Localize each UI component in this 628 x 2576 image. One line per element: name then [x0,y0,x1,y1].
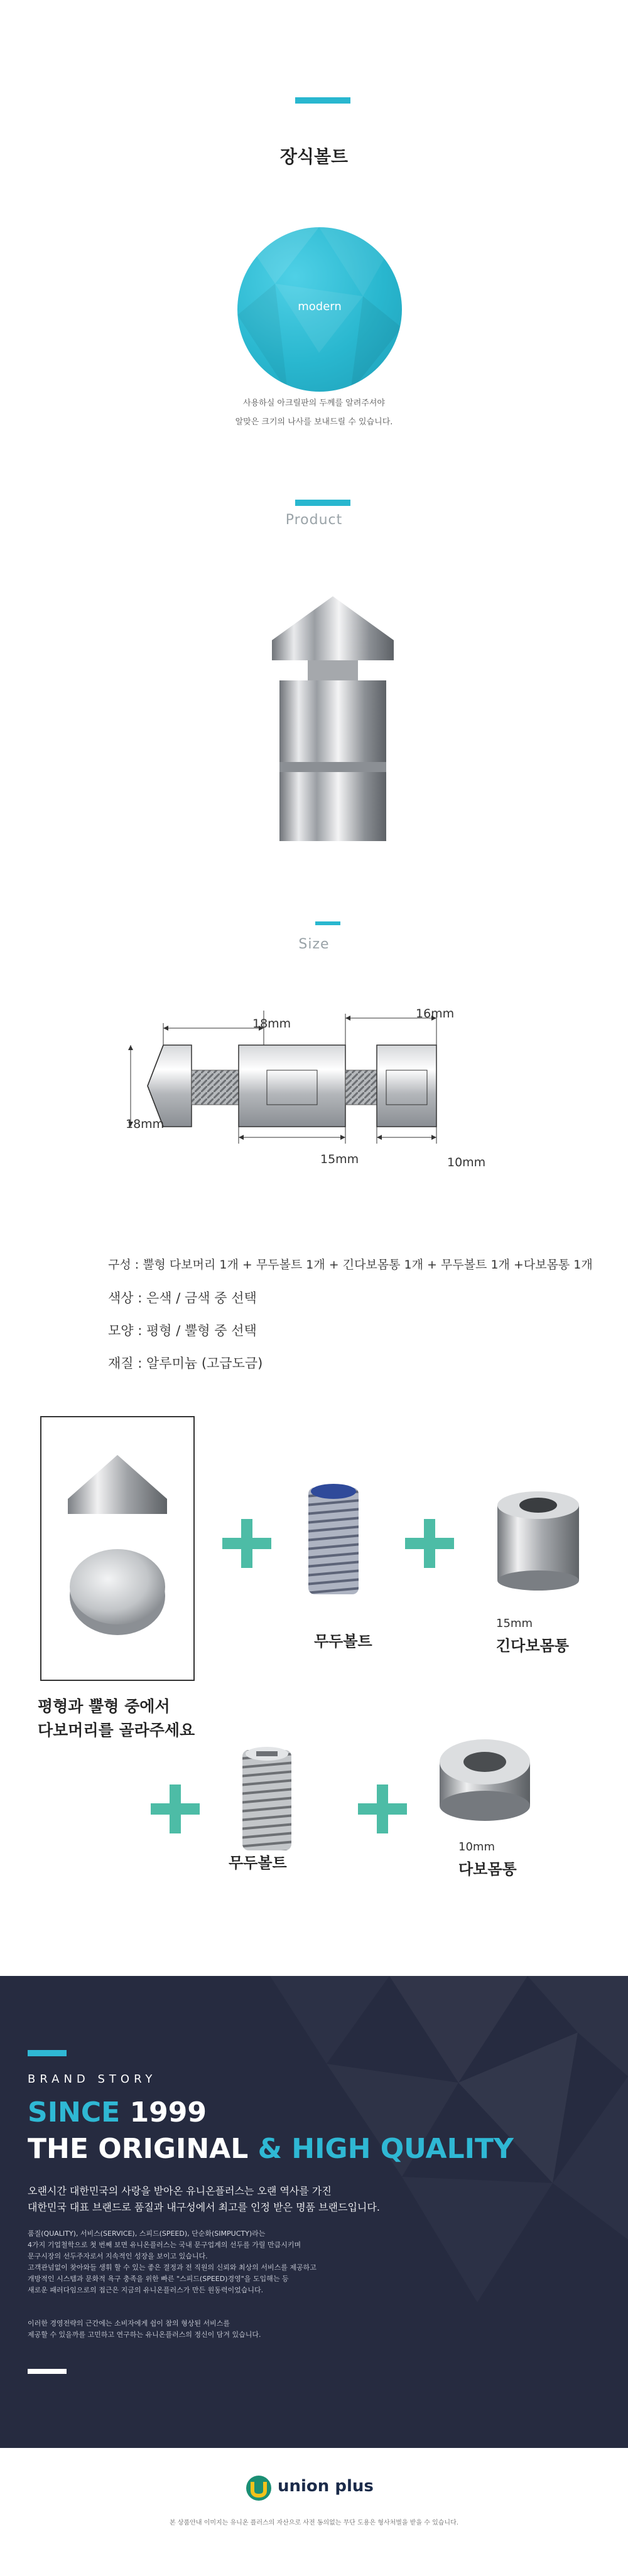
brand-accent-bar [28,2050,67,2056]
spec-color: 색상 : 은색 / 금색 중 선택 [108,1291,257,1306]
brand-headline-accent: & HIGH QUALITY [257,2133,514,2165]
head-caption-line-2: 다보머리를 골라주세요 [38,1721,195,1739]
size-diagram [107,979,534,1224]
bolt-1-label: 무두볼트 [314,1633,372,1650]
body-label: 다보몸통 [458,1860,517,1878]
long-body-image [491,1488,585,1594]
brand-since-year: 1999 [129,2096,207,2128]
brand-body-1-line-6: 새로운 패러다임으로의 접근은 지금의 유니온플러스가 만든 원동력이었습니다. [28,2286,264,2294]
long-body-label: 긴다보몸통 [496,1637,569,1655]
description [0,394,628,432]
brand-body-1-line-5: 개방적인 시스템과 문화적 욕구 충족을 위한 빠른 "스피드(SPEED)경영"을 도입해는 등 [28,2275,289,2283]
brand-body-1-line-3: 문구시장의 선두주자로서 지속적인 성장을 보이고 있습니다. [28,2252,208,2260]
dim-top-right: 16mm [416,1007,455,1021]
bolt-1-image [305,1481,362,1597]
union-plus-logo-icon [245,2474,275,2502]
long-body-size: 15mm [496,1617,533,1630]
brand-intro [28,2183,380,2216]
modern-badge [237,227,402,392]
spec-material: 재질 : 알루미늄 (고급도금) [108,1356,263,1371]
decorative-bolt-1 [305,1481,362,1597]
product-photo [248,565,418,879]
decorative-bolt-illustration [248,565,418,879]
brand-intro-line-2: 대한민국 대표 브랜드로 품질과 내구성에서 최고를 인정 받은 명품 브랜드입니다. [28,2201,380,2213]
footer-logo-text: union plus [278,2477,374,2496]
footer-notice: 본 상품안내 이미지는 유니온 플러스의 자산으로 사전 동의없는 무단 도용은 형사처벌을 받을 수 있습니다. [170,2520,458,2526]
brand-bottom-bar [28,2369,67,2374]
page-title: 장식볼트 [279,146,349,167]
decorative-long-body [491,1488,585,1594]
badge-label: modern [298,300,342,313]
brand-since [28,2096,207,2128]
plus-icon [222,1519,271,1568]
brand-story-section [0,1976,628,2448]
brand-body-1-line-1: 품질(QUALITY), 서비스(SERVICE), 스피드(SPEED), 단순화(SIMPUCTY)라는 [28,2230,266,2238]
size-section-label: Size [298,936,330,952]
brand-eyebrow: BRAND STORY [28,2073,157,2086]
decorative-head-options-icon [41,1417,193,1680]
description-line-2: 알맞은 크기의 나사를 보내드릴 수 있습니다. [235,417,393,427]
plus-icon [405,1519,454,1568]
brand-body-1-line-2: 4가지 기업철학으로 첫 번째 보면 유니온플러스는 국내 문구업계의 선두를 가릴 만큼시키며 [28,2241,301,2249]
brand-headline [28,2133,514,2165]
head-caption-line-1: 평형과 뿔형 중에서 [38,1697,170,1715]
brand-body-2 [28,2318,261,2341]
spec-list [108,1255,610,1386]
head-options-caption [38,1695,226,1742]
brand-body-1 [28,2228,317,2296]
brand-since-prefix: SINCE [28,2096,130,2128]
footer-logo [245,2474,408,2502]
brand-intro-line-1: 오랜시간 대한민국의 사랑을 받아온 유니온플러스는 오랜 역사를 가진 [28,2185,332,2197]
brand-body-1-line-4: 고객관넘없이 찾아와들 생휘 할 수 있는 좋은 결정과 전 직원의 신뢰와 최상의 서비스를 제공하고 [28,2263,317,2272]
brand-body-2-line-1: 이러한 경영전략의 근간에는 소비자에게 쉽이 참의 형상된 서비스를 [28,2319,230,2327]
spec-shape: 모양 : 평형 / 뿔형 중 선택 [108,1323,257,1338]
dim-left: 18mm [126,1117,165,1131]
decorative-bolt-2 [239,1744,295,1854]
bolt-2-image [239,1744,295,1854]
head-options-box [40,1416,195,1681]
size-accent-bar [315,921,340,925]
dim-top-left: 18mm [252,1017,291,1031]
header-accent-bar [295,97,350,104]
brand-headline-white: THE ORIGINAL [28,2133,258,2165]
body-image [435,1734,535,1828]
dimension-drawing [107,979,534,1224]
bolt-2-label: 무두볼트 [229,1854,287,1872]
dim-bottom-mid: 15mm [320,1152,359,1166]
decorative-body [435,1734,535,1828]
plus-icon [358,1784,407,1833]
dim-bottom-right: 10mm [447,1156,486,1169]
brand-body-2-line-2: 제공할 수 있을까를 고민하고 연구하는 유니온플러스의 정신이 담겨 있습니다. [28,2331,261,2339]
product-section-label: Product [285,512,343,528]
product-accent-bar [295,500,350,506]
spec-composition: 구성 : 뿔형 다보머리 1개 + 무두볼트 1개 + 긴다보몸통 1개 + 무두볼트 1개 +다보몸통 1개 [108,1258,593,1272]
plus-icon [151,1784,200,1833]
body-size: 10mm [458,1840,495,1854]
description-line-1: 사용하실 아크릴판의 두께를 알려주셔야 [243,399,385,408]
